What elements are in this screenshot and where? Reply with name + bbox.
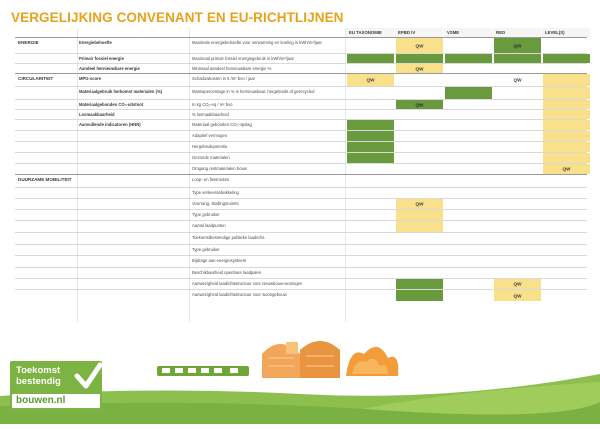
table-cell [542,100,591,109]
table-row [15,187,587,198]
table-cell [542,245,591,255]
table-cell [395,142,444,152]
table-row [15,99,587,109]
table-cell [346,142,395,152]
table-cell [542,164,591,174]
table-cell [493,256,542,267]
table-cell [542,210,591,220]
table-row [15,289,587,301]
checkmark-icon [74,362,102,392]
table-cell [346,153,395,163]
table-cell [395,268,444,278]
cell-marker: QW [415,201,424,207]
table-cell [346,100,395,109]
table-cell [493,164,542,174]
table-cell [493,210,542,220]
table-cell [395,120,444,130]
table-cell [444,290,493,301]
table-cell [493,153,542,163]
table-cell [493,74,542,86]
column-header: EU TAXONOMIE [346,28,394,37]
criterion-label: Schaduwkosten in € /m² bvo / jaar [192,76,256,81]
indicator-label: Materiaalgebonden CO₂-uitstoot [79,102,144,107]
table-cell [346,268,395,278]
table-cell [395,256,444,267]
table-row [15,255,587,267]
cell-marker: QW [415,102,424,107]
table-cell [493,142,542,152]
column-header: VSME [444,28,492,37]
table-cell [346,131,395,141]
criterion-label: Gezonde materialen [192,155,230,160]
table-cell [346,256,395,267]
indicator-label: Aandeel hernieuwbare energie [79,66,140,71]
criterion-label: Materiaal gebonden CO₂-opslag [192,122,252,127]
brand-website: bouwen.nl [12,394,100,408]
criterion-label: Omgang restmaterialen bouw [192,166,247,171]
table-cell [542,38,591,53]
table-row [15,278,587,289]
table-cell [346,233,395,244]
table-cell [542,110,591,119]
table-cell [444,87,493,99]
table-cell [395,64,444,73]
table-cell [444,120,493,130]
table-cell [444,210,493,220]
table-cell [346,175,395,187]
criterion-label: Aantal laadpunten [192,223,226,228]
table-cell [346,87,395,99]
criterion-label: % losmaakbaarheid [192,112,229,117]
table-cell [444,64,493,73]
brand-logo-text: bestendig [16,376,61,387]
table-cell [542,175,591,187]
criterion-label: Beschikbaarheid openbare laadpalen [192,270,262,275]
cell-marker: QW [513,281,522,287]
table-cell [346,188,395,198]
table-cell [493,110,542,119]
indicator-label: Losmaakbaarheid [79,112,115,117]
indicator-label: Energiebehoefte [79,40,112,45]
criterion-label: Type gebruiker [192,212,220,217]
criterion-label: In kg CO₂-eq / m² bvo [192,102,233,107]
cell-marker: QW [513,77,522,83]
table-cell [346,221,395,232]
table-row [15,198,587,209]
table-cell [493,64,542,73]
table-cell [542,221,591,232]
cell-marker: QW [415,66,424,71]
table-cell [493,199,542,209]
table-cell [395,245,444,255]
table-cell [346,38,395,53]
table-cell [346,245,395,255]
criterion-label: Massapercentage in % is hernieuwbaar, hergebruikt of gerecycled [192,89,315,94]
table-row [15,220,587,232]
table-cell [395,279,444,289]
table-cell [346,74,395,86]
table-cell [346,54,395,63]
indicator-label: Aanvullende indicatoren (HNN) [79,122,141,127]
criterion-label: Loop- en fietsroutes [192,177,230,182]
table-cell [444,38,493,53]
table-row [15,109,587,119]
table-cell [395,38,444,53]
column-header: EPBD IV [395,28,443,37]
table-cell [444,233,493,244]
table-cell [542,233,591,244]
table-cell [395,188,444,198]
table-cell [493,175,542,187]
table-cell [395,54,444,63]
table-cell [444,256,493,267]
criterion-label: Hergebruikpotentie [192,144,228,149]
table-cell [493,100,542,109]
table-cell [346,290,395,301]
table-cell [493,279,542,289]
table-cell [395,153,444,163]
table-cell [395,210,444,220]
page-title: VERGELIJKING CONVENANT EN EU-RICHTLIJNEN [11,10,344,25]
table-row [15,86,587,99]
table-cell [493,87,542,99]
table-cell [542,256,591,267]
table-cell [444,142,493,152]
table-cell [395,290,444,301]
table-cell [444,175,493,187]
table-cell [395,110,444,119]
table-cell [444,54,493,63]
table-cell [542,120,591,130]
table-cell [444,221,493,232]
criterion-label: Adaptief vermogen [192,133,228,138]
table-cell [346,64,395,73]
table-cell [493,38,542,53]
table-cell [444,131,493,141]
category-label: CIRCULARITEIT [18,76,54,81]
table-cell [395,221,444,232]
table-cell [444,268,493,278]
table-cell [542,188,591,198]
category-label: DUURZAME MOBILITEIT [18,177,72,182]
table-cell [346,110,395,119]
table-cell [493,245,542,255]
table-cell [493,131,542,141]
table-row [15,53,587,63]
table-row [15,130,587,141]
table-cell [493,221,542,232]
table-cell [346,120,395,130]
table-cell [444,279,493,289]
table-cell [444,110,493,119]
table-cell [444,74,493,86]
table-row [15,209,587,220]
category-label: ENERGIE [18,40,39,45]
table-row [15,267,587,278]
criterion-label: Type verkeersafwikkeling [192,190,239,195]
table-cell [493,120,542,130]
criterion-label: Maximaal primair fossiel energiegebruik in kWh/m²/jaar [192,56,294,61]
table-cell [542,290,591,301]
table-cell [542,142,591,152]
table-cell [395,175,444,187]
table-row [15,141,587,152]
table-cell [542,74,591,86]
indicator-label: Materiaalgebruik herkomst materialen (%) [79,89,163,94]
table-cell [493,290,542,301]
table-cell [542,54,591,63]
table-cell [346,199,395,209]
criterion-label: Toekomstbestendige publieke laadinfra [192,235,265,240]
table-row [15,163,587,174]
table-cell [444,164,493,174]
table-row [15,152,587,163]
table-cell [444,153,493,163]
criterion-label: Minimaal aandeel hernieuwbare energie % [192,66,272,71]
table-cell [395,74,444,86]
table-cell [346,210,395,220]
table-row [15,174,587,187]
table-cell [346,279,395,289]
criterion-label: Maximale energiebehoefte voor verwarming en koeling in kWh/m²/jaar [192,40,322,45]
table-cell [444,245,493,255]
table-cell [542,153,591,163]
indicator-label: Primair fossiel energie [79,56,124,61]
table-cell [493,233,542,244]
cell-marker: QW [562,166,571,172]
table-cell [493,54,542,63]
table-cell [542,87,591,99]
table-row [15,119,587,130]
criterion-label: Bijdrage aan energiesysteem [192,258,247,263]
table-cell [542,131,591,141]
brand-logo-text: Toekomst [16,365,61,376]
table-cell [542,199,591,209]
criterion-label: Aanwezigheid laadinfrastructuur voor nieuwbouw-woningen [192,281,303,286]
column-header: RED [493,28,541,37]
table-cell [395,199,444,209]
table-cell [493,268,542,278]
table-cell [395,233,444,244]
table-cell [493,188,542,198]
cell-marker: QW [366,77,375,83]
criterion-label: Aanwezigheid laadinfrastructuur voor woongebouw [192,292,287,297]
table-cell [346,164,395,174]
table-cell [395,164,444,174]
table-cell [542,268,591,278]
table-row [15,63,587,73]
table-row [15,73,587,86]
cell-marker: QW [513,293,522,298]
column-header: LEVEL(S) [542,28,590,37]
table-row [15,244,587,255]
table-cell [395,87,444,99]
table-cell [542,64,591,73]
table-cell [444,199,493,209]
indicator-label: MPG-score [79,76,102,81]
table-cell [542,279,591,289]
criterion-label: Type gebruiker [192,247,220,252]
table-row [15,232,587,244]
table-cell [395,100,444,109]
cell-marker: QW [415,43,424,48]
table-row [15,37,587,53]
criterion-label: Voorrang, Stallingsruimte [192,201,239,206]
table-cell [444,100,493,109]
table-cell [444,188,493,198]
table-cell [395,131,444,141]
comparison-table [15,28,587,322]
cell-marker: QW [513,43,522,48]
